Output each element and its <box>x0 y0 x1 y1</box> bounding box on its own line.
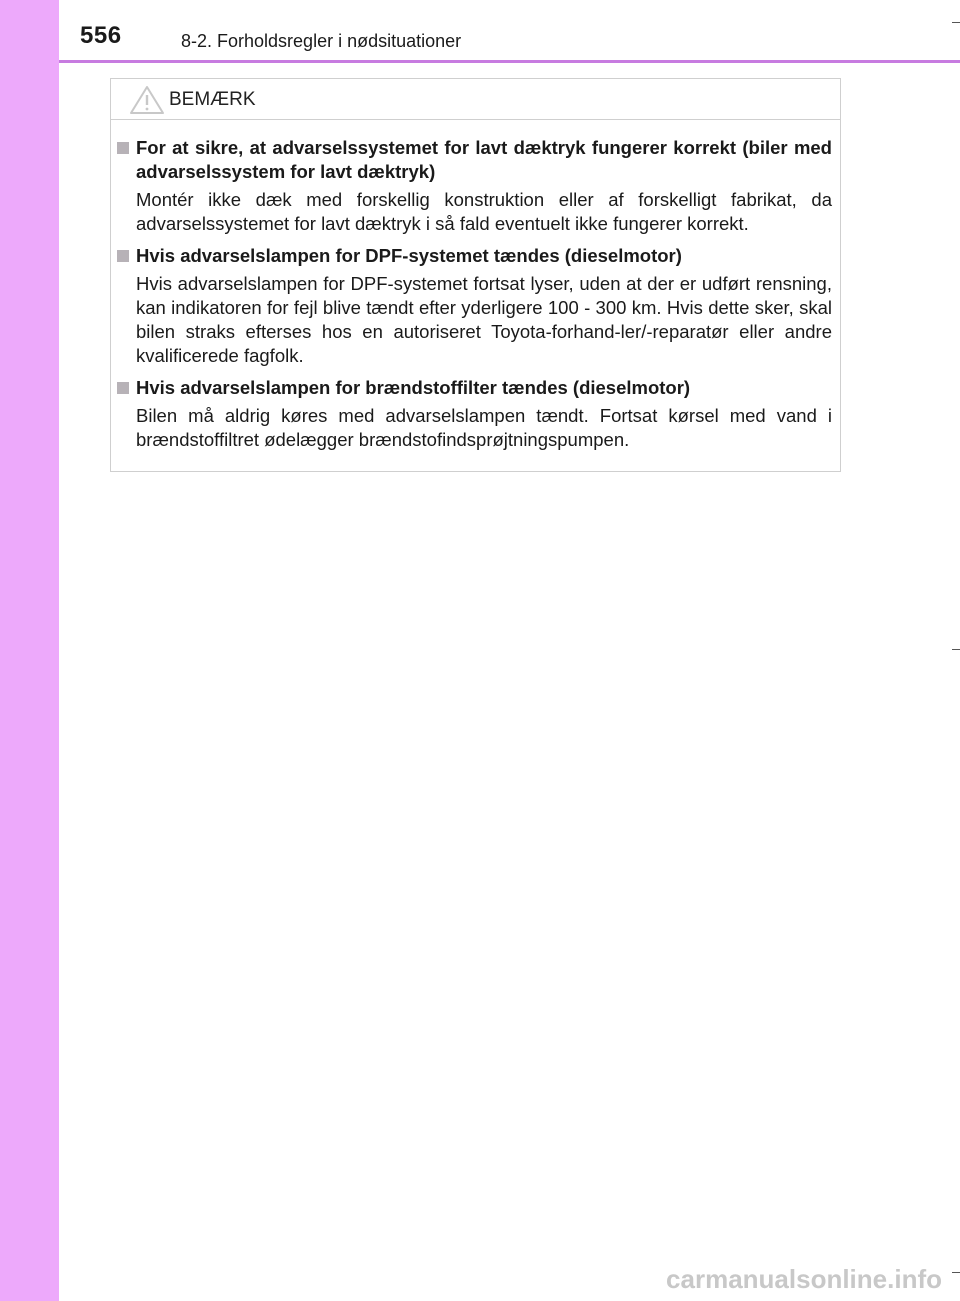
notice-header <box>111 79 840 120</box>
square-bullet-icon <box>117 250 129 262</box>
side-color-bar <box>0 0 59 1301</box>
section-title: 8-2. Forholdsregler i nødsituationer <box>181 31 462 51</box>
notice-body <box>111 120 840 452</box>
square-bullet-icon <box>117 382 129 394</box>
crop-mark <box>952 649 960 650</box>
square-bullet-icon <box>117 142 129 154</box>
notice-title: BEMÆRK <box>169 89 256 110</box>
warning-triangle-icon <box>129 85 165 115</box>
crop-mark <box>952 22 960 23</box>
notice-item <box>117 376 832 452</box>
item-text: Hvis advarselslampen for DPF-systemet fortsat lyser, uden at der er udført rensning, kan indikatoren for fejl blive tændt efter yderligere 100 - 300 km. Hvis dette sker, skal bilen straks efterses hos en autoriseret Toyota-forhand-ler/-reparatør eller andre kvalificerede fagfolk. <box>136 273 832 366</box>
crop-mark <box>952 1272 960 1273</box>
item-heading <box>117 376 832 400</box>
item-heading-text: For at sikre, at advarselssystemet for lavt dæktryk fungerer korrekt (biler med advarselssystem for lavt dæktryk) <box>136 137 832 182</box>
notice-item <box>117 136 832 236</box>
page-number: 556 <box>80 22 122 49</box>
notice-box <box>110 78 841 472</box>
item-heading <box>117 244 832 268</box>
watermark: carmanualsonline.info <box>666 1264 942 1294</box>
item-heading-text: Hvis advarselslampen for brændstoffilter tændes (dieselmotor) <box>136 377 691 398</box>
notice-item <box>117 244 832 368</box>
header-divider <box>59 60 960 63</box>
item-text: Bilen må aldrig køres med advarselslampen tændt. Fortsat kørsel med vand i brændstoffiltret ødelægger brændstofindsprøjtningspumpen. <box>136 405 832 450</box>
item-heading <box>117 136 832 184</box>
item-heading-text: Hvis advarselslampen for DPF-systemet tændes (dieselmotor) <box>136 245 682 266</box>
item-text: Montér ikke dæk med forskellig konstruktion eller af forskelligt fabrikat, da advarselssystemet for lavt dæktryk i så fald eventuelt ikke fungerer korrekt. <box>136 189 832 234</box>
